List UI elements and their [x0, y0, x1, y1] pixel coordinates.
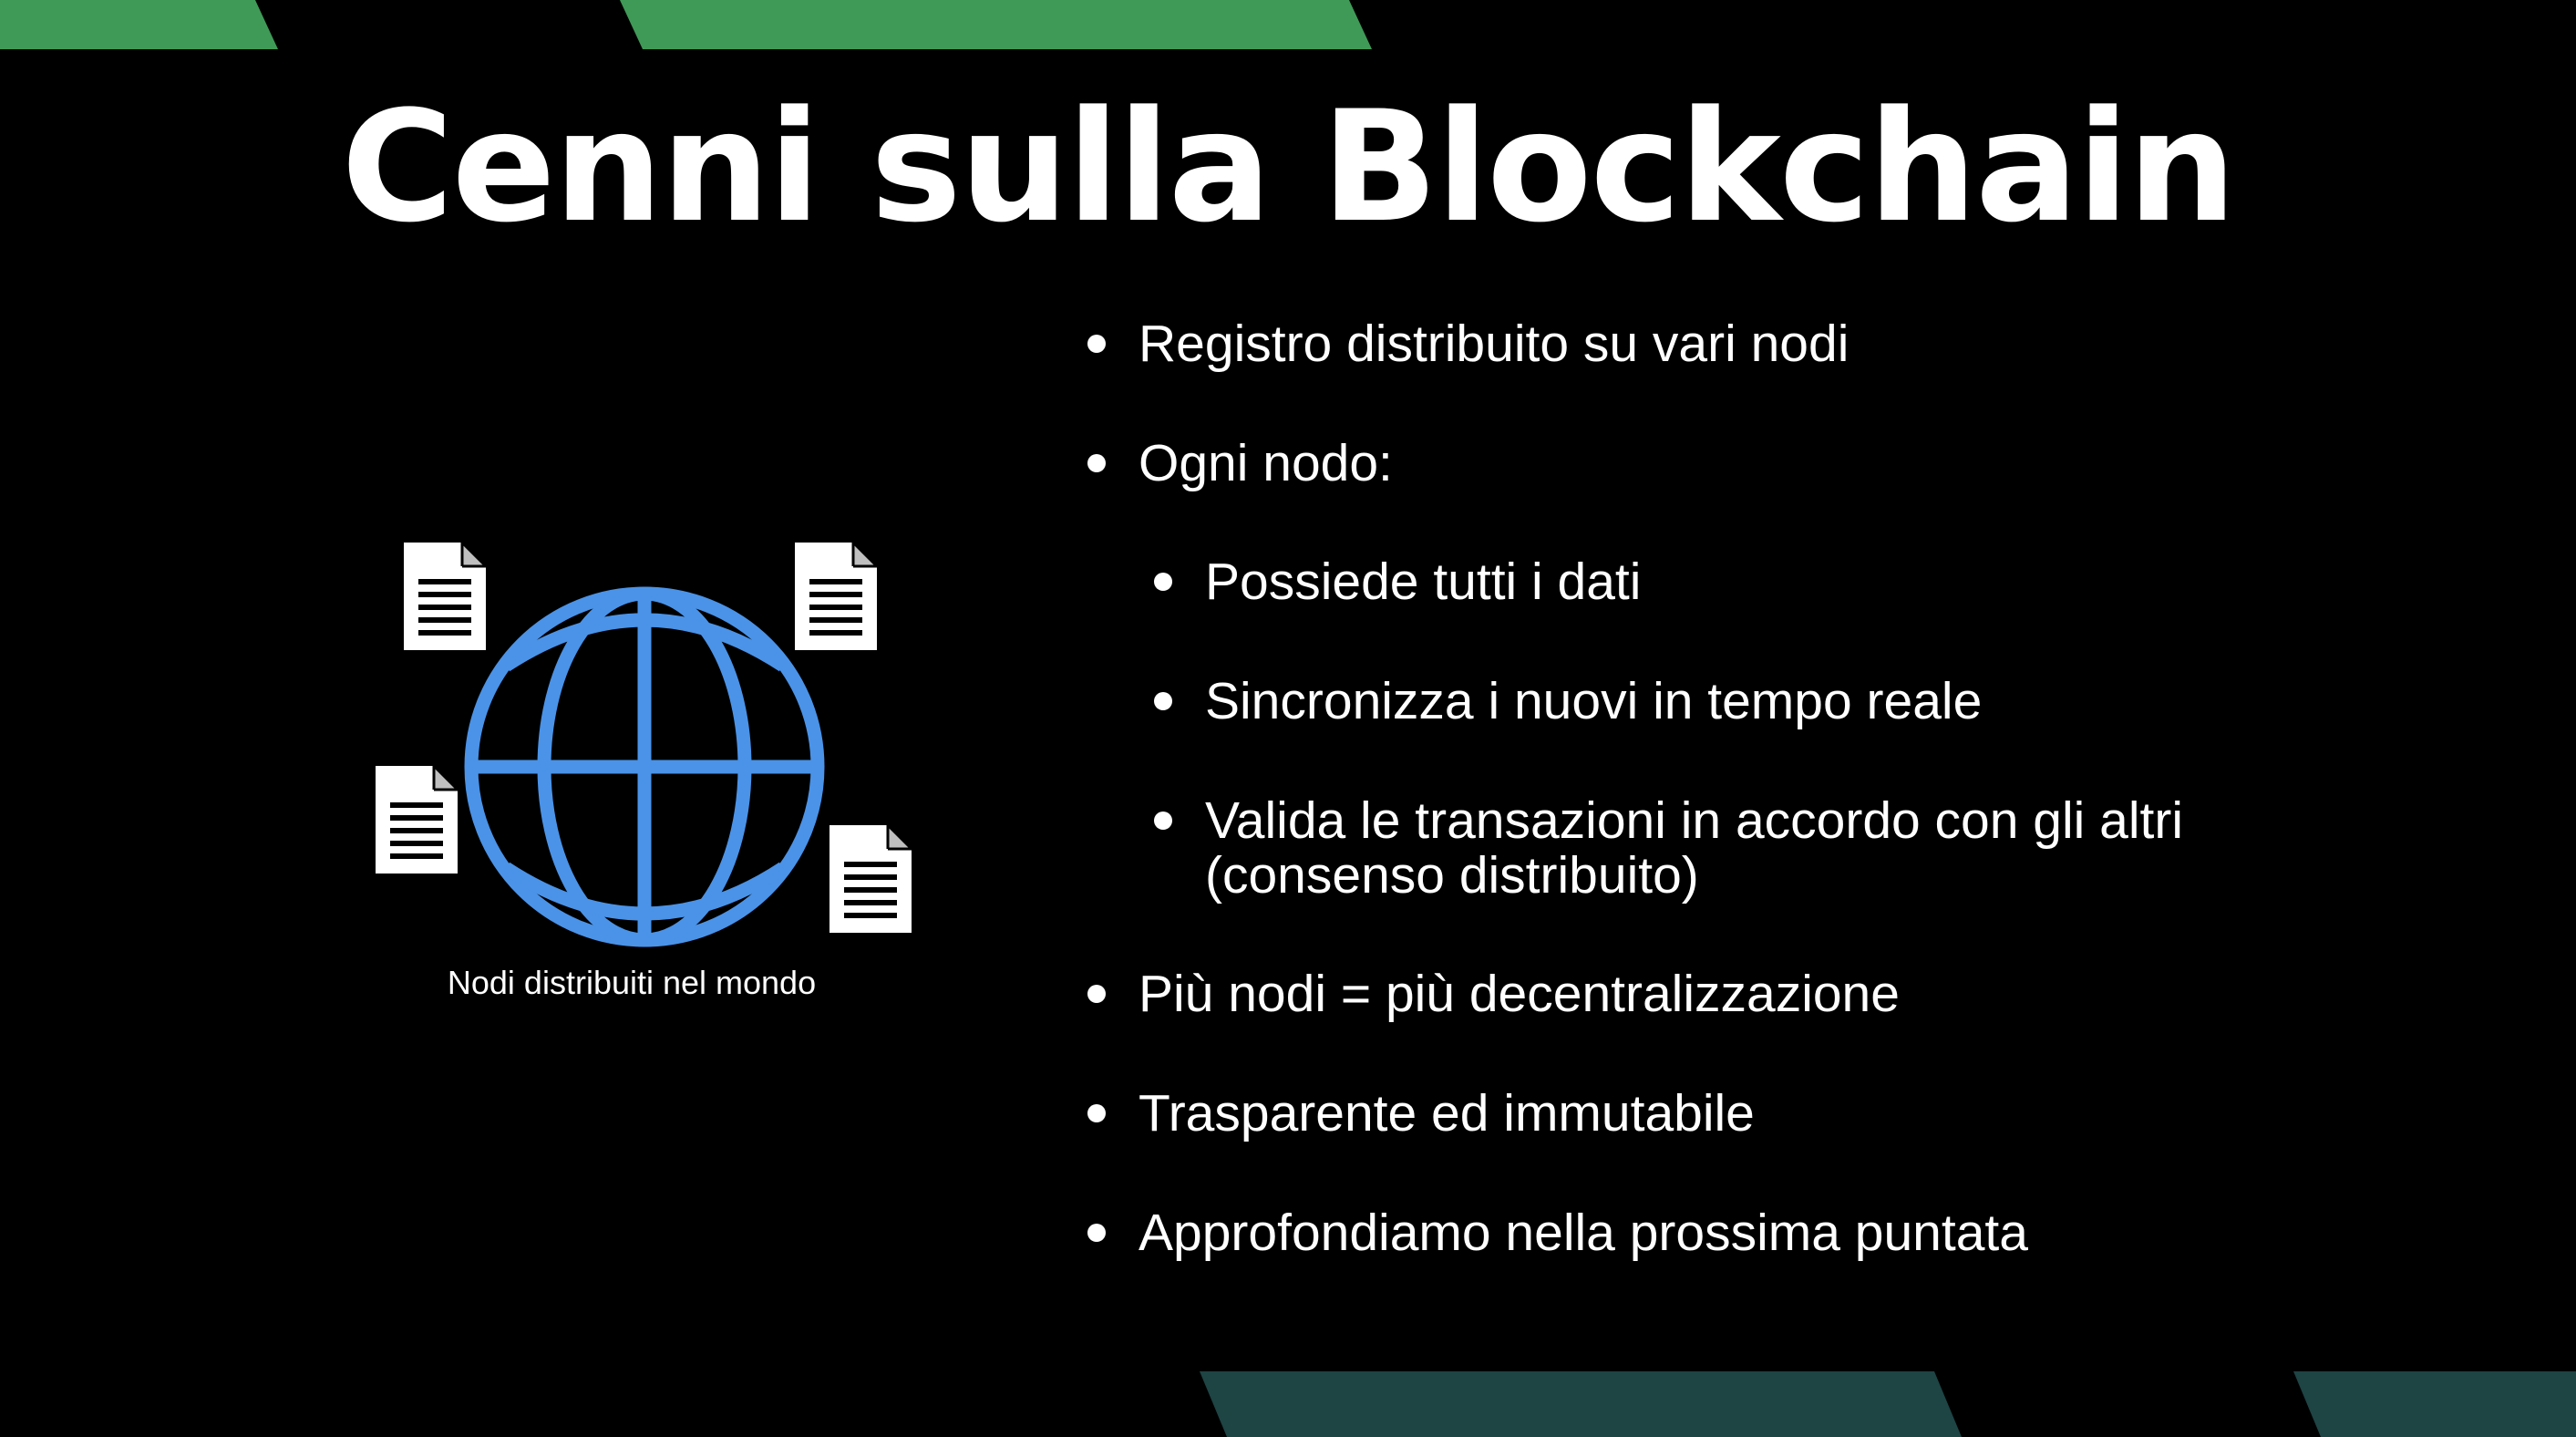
- bullet-dot-icon: [1087, 1224, 1106, 1242]
- decorative-band-bottom: [0, 1371, 2576, 1437]
- bullet-item: [1205, 554, 1641, 609]
- illustration-caption: Nodi distribuiti nel mondo: [447, 964, 817, 1001]
- bullet-continuation: [1205, 848, 1699, 903]
- green-band-center: [620, 0, 1372, 49]
- bullet-dot-icon: [1087, 335, 1106, 353]
- green-band-left: [0, 0, 278, 49]
- bullet-text: Trasparente ed immutabile: [1139, 1084, 1755, 1142]
- document-icon: [404, 543, 486, 650]
- bullet-text: Valida le transazioni in accordo con gli altri: [1205, 791, 2184, 850]
- distributed-nodes-illustration: [365, 538, 930, 957]
- teal-band-center: [1200, 1371, 1962, 1437]
- decorative-band-top: [0, 0, 2576, 55]
- bullet-dot-icon: [1154, 692, 1172, 710]
- bullet-item: [1139, 436, 1393, 491]
- document-icon: [795, 543, 877, 650]
- document-icon: [376, 766, 458, 874]
- bullet-dot-icon: [1087, 454, 1106, 472]
- bullet-text: Sincronizza i nuovi in tempo reale: [1205, 672, 1983, 730]
- bullet-item: [1139, 1086, 1755, 1141]
- slide-title: Cenni sulla Blockchain: [341, 78, 2235, 256]
- bullet-item: [1205, 674, 1982, 729]
- bullet-text: Possiede tutti i dati: [1205, 553, 1642, 611]
- bullet-dot-icon: [1087, 1104, 1106, 1122]
- globe-icon: [471, 594, 818, 940]
- bullet-dot-icon: [1154, 812, 1172, 830]
- bullet-item: [1205, 793, 2183, 848]
- document-icon: [829, 825, 912, 933]
- bullet-text: Approfondiamo nella prossima puntata: [1139, 1204, 2028, 1262]
- bullet-text: Ogni nodo:: [1139, 434, 1393, 492]
- bullet-item: [1139, 967, 1900, 1021]
- bullet-dot-icon: [1154, 573, 1172, 591]
- teal-band-right: [2293, 1371, 2576, 1437]
- bullet-item: [1139, 1205, 2028, 1260]
- bullet-item: [1139, 316, 1849, 371]
- bullet-text: Registro distribuito su vari nodi: [1139, 315, 1850, 373]
- bullet-text: (consenso distribuito): [1205, 846, 1699, 905]
- bullet-text: Più nodi = più decentralizzazione: [1139, 965, 1900, 1023]
- bullet-dot-icon: [1087, 985, 1106, 1003]
